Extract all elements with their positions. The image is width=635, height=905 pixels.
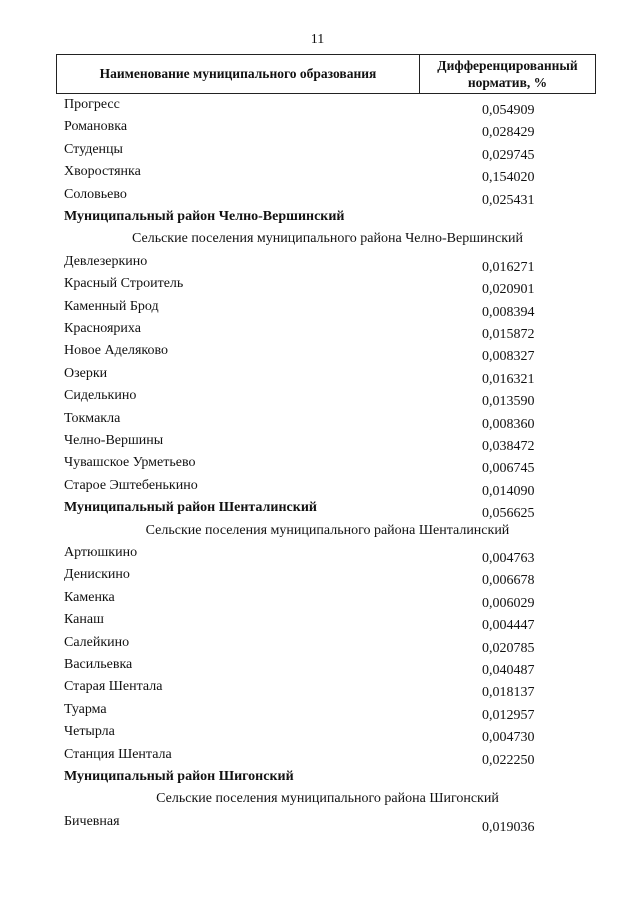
rate-value: 0,006745 (482, 461, 535, 477)
table-row (0, 142, 635, 164)
municipality-name: Четырла (64, 724, 115, 740)
district-heading-row (0, 769, 635, 791)
table-row (0, 321, 635, 343)
municipality-name: Туарма (64, 701, 107, 717)
municipality-name: Каменный Брод (64, 298, 159, 314)
municipality-name: Канаш (64, 612, 104, 628)
rate-value: 0,154020 (482, 170, 535, 186)
table-row (0, 97, 635, 119)
district-name: Муниципальный район Шенталинский (64, 500, 317, 516)
municipality-name: Озерки (64, 365, 108, 381)
rate-value: 0,008394 (482, 304, 535, 320)
rate-value: 0,056625 (482, 506, 535, 522)
rate-value: 0,008327 (482, 349, 535, 365)
subsection-heading-row (0, 791, 635, 813)
table-header (56, 54, 596, 94)
municipality-name: Красный Строитель (64, 276, 184, 292)
rate-value: 0,015872 (482, 327, 535, 342)
table-row (0, 478, 635, 500)
rate-value: 0,019036 (482, 819, 535, 835)
table-row (0, 724, 635, 746)
rate-value: 0,029745 (482, 147, 535, 163)
header-col-rate-line2: норматив, % (467, 75, 548, 90)
district-name: Муниципальный район Шигонский (64, 769, 294, 784)
table-row (0, 411, 635, 433)
district-name: Муниципальный район Челно-Вершинский (64, 209, 345, 224)
subsection-title: Сельские поселения муниципального района Шенталинский (145, 522, 510, 538)
rate-value: 0,016271 (482, 259, 535, 275)
rate-value: 0,018137 (482, 685, 535, 701)
municipality-name: Бичевная (64, 813, 120, 829)
subsection-title: Сельские поселения муниципального района Челно-Вершинский (132, 231, 523, 247)
municipality-name: Старая Шентала (64, 679, 163, 695)
rate-value: 0,012957 (482, 707, 535, 723)
municipality-name: Краснояриха (64, 321, 141, 336)
table-row (0, 254, 635, 276)
table-row (0, 567, 635, 589)
rate-value: 0,004730 (482, 730, 535, 746)
municipality-name: Романовка (64, 119, 128, 135)
table-row (0, 612, 635, 634)
municipality-name: Новое Аделяково (64, 343, 168, 359)
municipality-name: Токмакла (64, 410, 121, 426)
municipality-name: Денискино (64, 567, 130, 583)
table-row (0, 747, 635, 769)
header-col-rate-line1: Дифференцированный (437, 58, 578, 73)
table-row (0, 276, 635, 298)
table-row (0, 119, 635, 141)
subsection-heading-row (0, 523, 635, 545)
page-number: 11 (310, 32, 325, 47)
rate-value: 0,054909 (482, 103, 535, 118)
subsection-heading-row (0, 231, 635, 253)
table-row (0, 343, 635, 365)
rate-value: 0,006029 (482, 595, 535, 611)
district-heading-row (0, 209, 635, 231)
table-row (0, 545, 635, 567)
table-row (0, 388, 635, 410)
subsection-title: Сельские поселения муниципального района Шигонский (156, 791, 499, 807)
rate-value: 0,025431 (482, 192, 535, 208)
municipality-name: Студенцы (64, 141, 123, 157)
table-row (0, 187, 635, 209)
municipality-name: Артюшкино (64, 545, 138, 560)
rate-value: 0,038472 (482, 439, 535, 454)
rate-value: 0,006678 (482, 573, 535, 589)
table-row (0, 679, 635, 701)
municipality-name: Старое Эштебенькино (64, 477, 198, 493)
municipality-name: Каменка (64, 589, 115, 605)
table-row (0, 590, 635, 612)
header-col-name: Наименование муниципального образования (57, 55, 420, 93)
rate-value: 0,004447 (482, 618, 535, 634)
rate-value: 0,004763 (482, 551, 535, 566)
rate-value: 0,040487 (482, 663, 535, 678)
municipality-name: Сиделькино (64, 388, 137, 404)
municipality-name: Челно-Вершины (64, 433, 164, 448)
rate-value: 0,020785 (482, 640, 535, 656)
municipality-name: Васильевка (64, 657, 133, 672)
rate-value: 0,014090 (482, 483, 535, 499)
header-col-rate (420, 55, 595, 93)
table-row (0, 702, 635, 724)
municipality-name: Соловьево (64, 186, 127, 202)
municipality-name: Станция Шентала (64, 746, 172, 762)
municipality-name: Салейкино (64, 634, 130, 650)
table-row (0, 366, 635, 388)
rate-value: 0,020901 (482, 282, 535, 298)
table-row (0, 657, 635, 679)
rate-value: 0,028429 (482, 125, 535, 141)
rate-value: 0,022250 (482, 752, 535, 768)
municipality-name: Прогресс (64, 97, 120, 112)
rate-value: 0,008360 (482, 416, 535, 432)
municipality-name: Чувашское Урметьево (64, 455, 196, 471)
district-heading-row (0, 500, 635, 522)
rate-value: 0,016321 (482, 371, 535, 387)
municipality-name: Хворостянка (64, 164, 141, 180)
table-row (0, 299, 635, 321)
rate-value: 0,013590 (482, 394, 535, 410)
table-row (0, 635, 635, 657)
table-row (0, 455, 635, 477)
municipality-name: Девлезеркино (64, 253, 148, 269)
table-row (0, 433, 635, 455)
table-row (0, 164, 635, 186)
table-row (0, 814, 635, 836)
